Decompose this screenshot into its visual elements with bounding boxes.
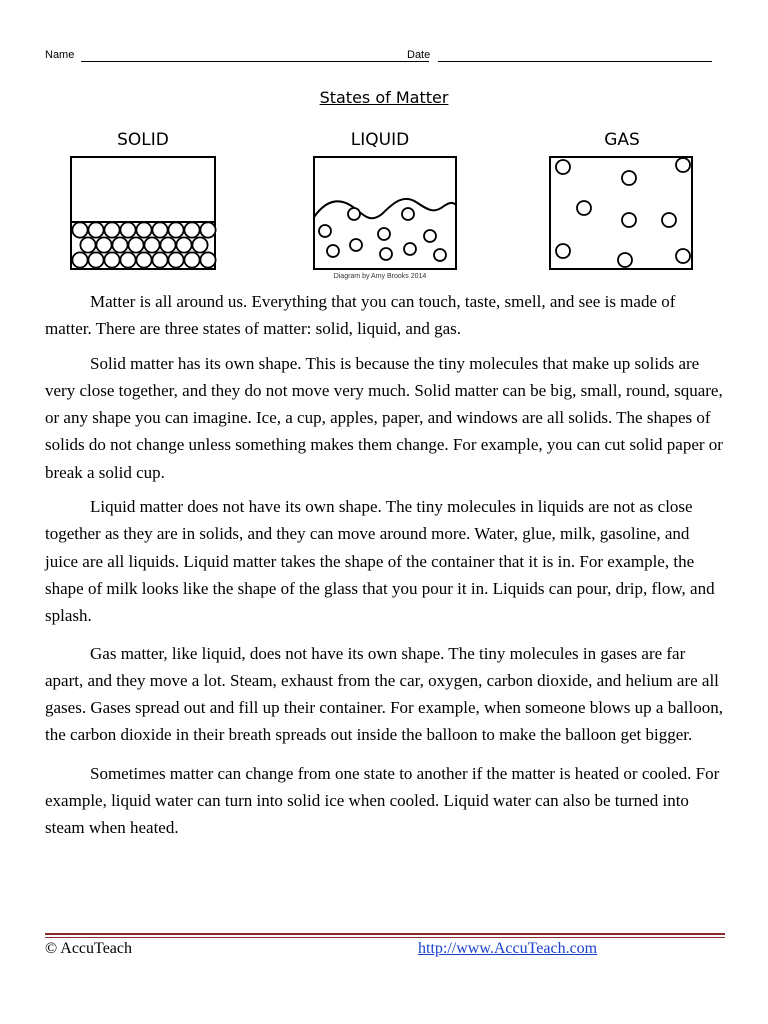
liquid-label: LIQUID (350, 130, 410, 150)
page-title: States of Matter (319, 88, 449, 107)
paragraph-liquid: Liquid matter does not have its own shape. The tiny molecules in liquids are not as close together as they are in solids, and they can move around more. Water, glue, milk, gasoline, and juice are all liquids. Liquid matter takes the shape of the container that it is in. For example, the shape of milk looks like the shape of the glass that you pour it in. Liquids can pour, drip, flow, and splash. (45, 497, 715, 626)
paragraph-solid: Solid matter has its own shape. This is because the tiny molecules that make up solids are very close together, and they do not move very much. Solid matter can be big, small, round, square, or any shape you can imagine. Ice, a cup, apples, paper, and windows are all solids. The shapes of solids do not change unless something makes them change. For example, you can cut solid paper or break a solid cup. (45, 353, 723, 482)
gas-label: GAS (604, 130, 640, 150)
states-diagram (0, 150, 768, 275)
article-body (45, 288, 725, 842)
diagram-credit: Diagram by Amy Brooks 2014 (333, 273, 427, 280)
date-label: Date (407, 49, 431, 61)
footer-divider-thin (45, 937, 725, 938)
gas-diagram (550, 157, 692, 269)
footer-divider (45, 933, 725, 935)
paragraph-intro: Matter is all around us. Everything that you can touch, taste, smell, and see is made of matter. There are three states of matter: solid, liquid, and gas. (45, 292, 676, 339)
solid-label: SOLID (117, 130, 169, 150)
name-label: Name (45, 49, 75, 61)
paragraph-gas: Gas matter, like liquid, does not have its own shape. The tiny molecules in gases are far apart, and they move a lot. Steam, exhaust from the car, oxygen, carbon dioxide, and helium are all gases. Gases spread out and fill up their container. For example, when someone blows up a balloon, the carbon dioxide in their breath spreads out inside the balloon to make the balloon get bigger. (45, 643, 723, 745)
liquid-diagram (314, 157, 456, 269)
worksheet-header (45, 47, 725, 65)
date-field-line[interactable] (438, 61, 712, 62)
accuteach-link[interactable]: http://www.AccuTeach.com (418, 940, 598, 957)
solid-diagram (71, 157, 216, 269)
name-field-line[interactable] (81, 61, 429, 62)
copyright-text: © AccuTeach (45, 940, 132, 957)
paragraph-change: Sometimes matter can change from one state to another if the matter is heated or cooled. For example, liquid water can turn into solid ice when cooled. Liquid water can also be turned into steam when heated. (45, 763, 720, 838)
